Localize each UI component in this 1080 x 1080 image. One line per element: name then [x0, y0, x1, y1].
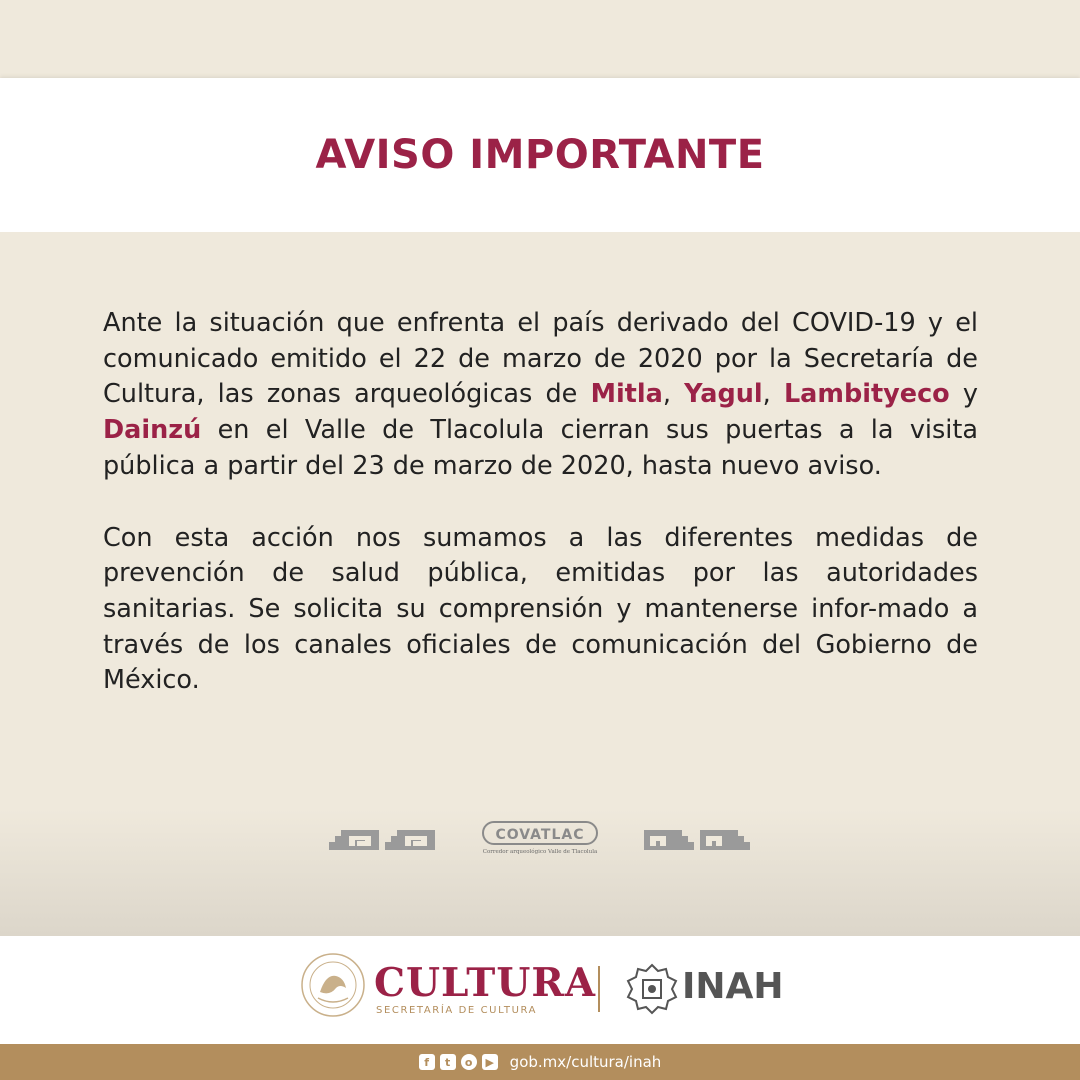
paragraph-1-outro: en el Valle de Tlacolula cierran sus puertas a la visita pública a partir del 23 de marzo de 2020, hasta nuevo aviso. [103, 415, 978, 481]
site-dainzu: Dainzú [103, 415, 202, 446]
cultura-wordmark: CULTURA [374, 960, 596, 1006]
social-bar [0, 1044, 1080, 1080]
separator: y [949, 379, 978, 410]
fret-glyph-right-1-icon [644, 824, 694, 850]
site-yagul: Yagul [684, 379, 763, 410]
paragraph-2: Con esta acción nos sumamos a las diferentes medidas de prevención de salud pública, emitidas por las autoridades sanitarias. Se solicita su comprensión y mantenerse infor-mado a través de los canales oficiales de comunicación del Gobierno de México. [103, 522, 978, 696]
paragraph-1 [103, 306, 978, 485]
instagram-icon[interactable]: o [461, 1054, 477, 1070]
top-band [0, 0, 1080, 78]
cultura-subtitle: SECRETARÍA DE CULTURA [376, 1005, 538, 1016]
inah-wordmark: INAH [682, 966, 784, 1007]
notice-text [103, 306, 978, 699]
paragraph-1-intro: Ante la situación que enfrenta el país derivado del COVID-19 y el comunicado emitido el 22 de marzo de 2020 por la Secretaría de Cultura, las zonas arqueológicas de [103, 308, 978, 410]
site-logos-row [0, 818, 1080, 868]
logo-divider [598, 966, 600, 1012]
page-title: AVISO IMPORTANTE [315, 132, 765, 178]
separator: , [762, 379, 784, 410]
covatlac-logo [481, 818, 599, 858]
youtube-icon[interactable]: ▶ [482, 1054, 498, 1070]
site-lambityeco: Lambityeco [783, 379, 950, 410]
title-band [0, 78, 1080, 232]
svg-text:Corredor arqueológico Valle de: Corredor arqueológico Valle de Tlacolula [482, 849, 598, 855]
site-mitla: Mitla [590, 379, 663, 410]
separator: , [662, 379, 685, 410]
footer-logos [0, 936, 1080, 1044]
website-link[interactable]: gob.mx/cultura/inah [509, 1053, 662, 1071]
social-icons [419, 1054, 498, 1070]
twitter-icon[interactable]: t [440, 1054, 456, 1070]
fret-glyph-left-2-icon [385, 824, 435, 850]
svg-text:COVATLAC: COVATLAC [495, 827, 585, 843]
facebook-icon[interactable]: f [419, 1054, 435, 1070]
inah-emblem-icon [624, 961, 680, 1017]
fret-glyph-left-1-icon [329, 824, 379, 850]
fret-glyph-right-2-icon [700, 824, 750, 850]
mexico-seal-icon [300, 952, 366, 1018]
